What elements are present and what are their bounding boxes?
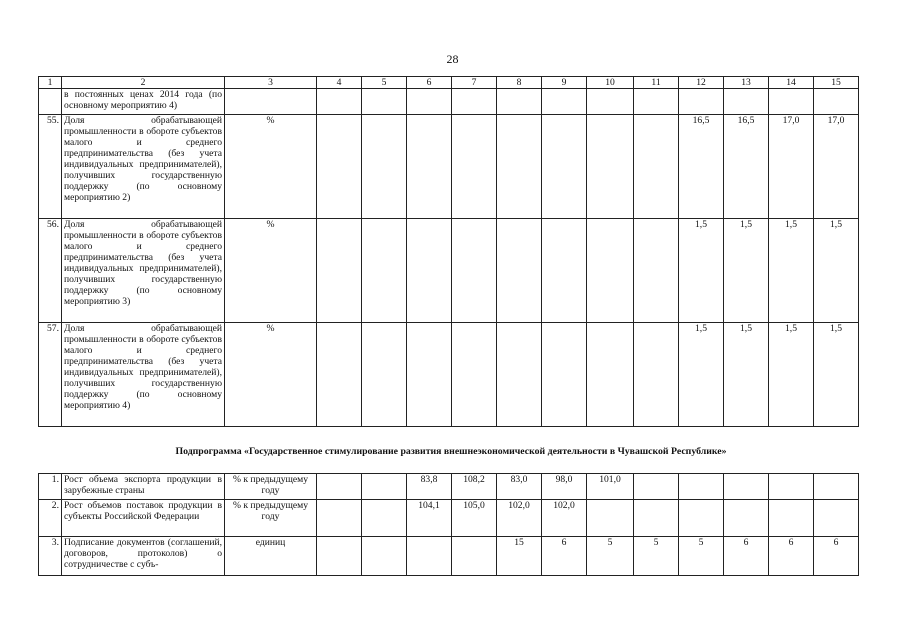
value-cell: 1,5: [814, 219, 859, 323]
value-cell: [724, 474, 769, 500]
value-cell: 101,0: [587, 474, 634, 500]
column-header: 2: [62, 77, 225, 89]
value-cell: [317, 219, 362, 323]
value-cell: [317, 115, 362, 219]
value-cell: [634, 219, 679, 323]
value-cell: 1,5: [679, 219, 724, 323]
value-cell: [317, 500, 362, 537]
value-cell: [452, 89, 497, 115]
value-cell: [497, 89, 542, 115]
row-description: в постоянных ценах 2014 года (по основному мероприятию 4): [62, 89, 225, 115]
row-number-cell: [39, 89, 62, 115]
column-header: 11: [634, 77, 679, 89]
row-number: 55.: [39, 115, 62, 219]
value-cell: 108,2: [452, 474, 497, 500]
value-cell: 6: [542, 537, 587, 576]
header-row: [39, 77, 859, 89]
value-cell: [497, 323, 542, 427]
value-cell: [679, 474, 724, 500]
indicators-table-top: [38, 76, 859, 427]
table-row: [39, 537, 859, 576]
value-cell: [724, 500, 769, 537]
value-cell: [452, 115, 497, 219]
value-cell: [317, 474, 362, 500]
value-cell: [679, 500, 724, 537]
row-unit: %: [225, 323, 317, 427]
row-number: 57.: [39, 323, 62, 427]
value-cell: 1,5: [724, 219, 769, 323]
value-cell: [407, 89, 452, 115]
row-unit: % к предыдущему году: [225, 500, 317, 537]
value-cell: 102,0: [542, 500, 587, 537]
value-cell: 16,5: [679, 115, 724, 219]
subprogram-title: Подпрограмма «Государственное стимулирование развития внешнеэкономической деятельности в Чувашской Республике»: [175, 446, 727, 457]
column-header: 15: [814, 77, 859, 89]
value-cell: 15: [497, 537, 542, 576]
row-number: 1.: [39, 474, 62, 500]
value-cell: 1,5: [679, 323, 724, 427]
value-cell: 16,5: [724, 115, 769, 219]
table-row: [39, 474, 859, 500]
value-cell: [407, 219, 452, 323]
value-cell: 83,8: [407, 474, 452, 500]
row-description: Подписание документов (соглашений, договоров, протоколов) о сотрудничестве с субъ-: [62, 537, 225, 576]
value-cell: [587, 500, 634, 537]
value-cell: [407, 537, 452, 576]
value-cell: 1,5: [724, 323, 769, 427]
row-unit: %: [225, 115, 317, 219]
value-cell: [497, 219, 542, 323]
value-cell: [362, 115, 407, 219]
row-description: Рост объемов поставок продукции в субъекты Российской Федерации: [62, 500, 225, 537]
column-header: 1: [39, 77, 62, 89]
value-cell: 105,0: [452, 500, 497, 537]
value-cell: [542, 323, 587, 427]
row-number: 56.: [39, 219, 62, 323]
value-cell: [634, 500, 679, 537]
row-unit: единиц: [225, 537, 317, 576]
value-cell: [542, 115, 587, 219]
value-cell: [497, 115, 542, 219]
value-cell: [679, 89, 724, 115]
column-header: 3: [225, 77, 317, 89]
value-cell: 17,0: [814, 115, 859, 219]
column-header: 10: [587, 77, 634, 89]
value-cell: [452, 219, 497, 323]
value-cell: 5: [679, 537, 724, 576]
column-header: 6: [407, 77, 452, 89]
column-header: 4: [317, 77, 362, 89]
value-cell: 98,0: [542, 474, 587, 500]
row-description: Доля обрабатывающей промышленности в обороте субъектов малого и среднего предпринимательства (без учета индивидуальных предпринимателей), получивших государственную поддержку (по основному мероприятию 4): [62, 323, 225, 427]
value-cell: 1,5: [769, 219, 814, 323]
value-cell: [724, 89, 769, 115]
value-cell: 102,0: [497, 500, 542, 537]
row-number: 3.: [39, 537, 62, 576]
value-cell: [814, 500, 859, 537]
value-cell: [362, 537, 407, 576]
column-header: 7: [452, 77, 497, 89]
table-row: [39, 219, 859, 323]
table-row-continued: [39, 89, 859, 115]
value-cell: [362, 219, 407, 323]
value-cell: [634, 89, 679, 115]
value-cell: 6: [814, 537, 859, 576]
table-row: [39, 500, 859, 537]
value-cell: [814, 89, 859, 115]
table-row: [39, 115, 859, 219]
value-cell: [317, 89, 362, 115]
row-number: 2.: [39, 500, 62, 537]
column-header: 9: [542, 77, 587, 89]
value-cell: [814, 474, 859, 500]
value-cell: [452, 323, 497, 427]
row-description: Доля обрабатывающей промышленности в обороте субъектов малого и среднего предпринимательства (без учета индивидуальных предпринимателей), получивших государственную поддержку (по основному мероприятию 3): [62, 219, 225, 323]
value-cell: [542, 219, 587, 323]
value-cell: [452, 537, 497, 576]
row-unit: %: [225, 219, 317, 323]
value-cell: 83,0: [497, 474, 542, 500]
value-cell: [407, 115, 452, 219]
value-cell: 6: [769, 537, 814, 576]
value-cell: [587, 89, 634, 115]
row-unit: % к предыдущему году: [225, 474, 317, 500]
value-cell: [317, 537, 362, 576]
column-header: 5: [362, 77, 407, 89]
value-cell: [362, 323, 407, 427]
indicators-table-bottom: [38, 473, 859, 576]
value-cell: [769, 89, 814, 115]
value-cell: [407, 323, 452, 427]
column-header: 13: [724, 77, 769, 89]
column-header: 8: [497, 77, 542, 89]
value-cell: 6: [724, 537, 769, 576]
column-header: 12: [679, 77, 724, 89]
value-cell: [587, 323, 634, 427]
value-cell: [362, 500, 407, 537]
value-cell: [587, 219, 634, 323]
value-cell: 1,5: [769, 323, 814, 427]
row-description: Рост объема экспорта продукции в зарубежные страны: [62, 474, 225, 500]
value-cell: 5: [587, 537, 634, 576]
value-cell: [542, 89, 587, 115]
value-cell: 17,0: [769, 115, 814, 219]
value-cell: [634, 323, 679, 427]
value-cell: [634, 474, 679, 500]
row-description: Доля обрабатывающей промышленности в обороте субъектов малого и среднего предпринимательства (без учета индивидуальных предпринимателей), получивших государственную поддержку (по основному мероприятию 2): [62, 115, 225, 219]
value-cell: [317, 323, 362, 427]
value-cell: [634, 115, 679, 219]
unit-cell: [225, 89, 317, 115]
value-cell: 5: [634, 537, 679, 576]
value-cell: 104,1: [407, 500, 452, 537]
column-header: 14: [769, 77, 814, 89]
table-row: [39, 323, 859, 427]
value-cell: [769, 500, 814, 537]
value-cell: [362, 89, 407, 115]
value-cell: 1,5: [814, 323, 859, 427]
page-number: 28: [446, 52, 459, 66]
value-cell: [362, 474, 407, 500]
value-cell: [587, 115, 634, 219]
value-cell: [769, 474, 814, 500]
